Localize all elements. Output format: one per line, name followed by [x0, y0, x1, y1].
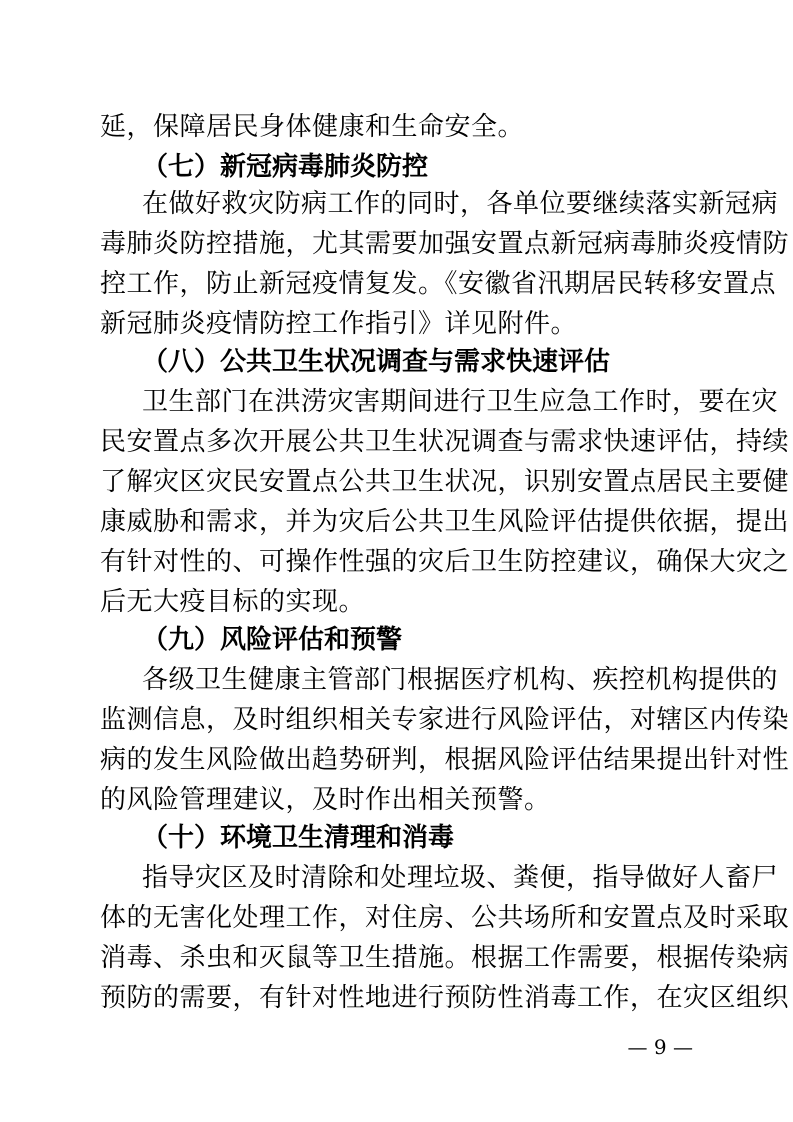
body-text-line: 体的无害化处理工作，对住房、公共场所和安置点及时采取	[100, 903, 790, 933]
body-text-line: 新冠肺炎疫情防控工作指引》详见附件。	[100, 309, 578, 339]
body-text-line: 毒肺炎防控措施，尤其需要加强安置点新冠病毒肺炎疫情防	[100, 229, 790, 259]
body-text-line: 卫生部门在洪涝灾害期间进行卫生应急工作时，要在灾	[142, 387, 779, 417]
section-heading-10: （十）环境卫生清理和消毒	[142, 823, 455, 853]
section-heading-8: （八）公共卫生状况调查与需求快速评估	[142, 347, 611, 377]
body-text-line: 控工作，防止新冠疫情复发。《安徽省汛期居民转移安置点	[100, 269, 777, 299]
body-text-line: 康威胁和需求，并为灾后公共卫生风险评估提供依据，提出	[100, 507, 790, 537]
body-text-line: 病的发生风险做出趋势研判，根据风险评估结果提出针对性	[100, 745, 790, 775]
body-text-line: 后无大疫目标的实现。	[100, 587, 366, 617]
body-text-line: 消毒、杀虫和灭鼠等卫生措施。根据工作需要，根据传染病	[100, 943, 790, 973]
body-text-line: 的风险管理建议，及时作出相关预警。	[100, 785, 551, 815]
body-text-line: 预防的需要，有针对性地进行预防性消毒工作，在灾区组织	[100, 983, 790, 1013]
body-text-line: 延，保障居民身体健康和生命安全。	[100, 112, 525, 142]
body-text-line: 了解灾区灾民安置点公共卫生状况，识别安置点居民主要健	[100, 467, 790, 497]
body-text-line: 各级卫生健康主管部门根据医疗机构、疾控机构提供的	[142, 665, 779, 695]
section-heading-9: （九）风险评估和预警	[142, 625, 403, 655]
page-number: — 9 —	[627, 1035, 693, 1059]
body-text-line: 在做好救灾防病工作的同时，各单位要继续落实新冠病	[142, 189, 779, 219]
body-text-line: 指导灾区及时清除和处理垃圾、粪便，指导做好人畜尸	[142, 863, 779, 893]
body-text-line: 民安置点多次开展公共卫生状况调查与需求快速评估，持续	[100, 427, 790, 457]
body-text-line: 监测信息，及时组织相关专家进行风险评估，对辖区内传染	[100, 705, 790, 735]
section-heading-7: （七）新冠病毒肺炎防控	[142, 152, 429, 182]
body-text-line: 有针对性的、可操作性强的灾后卫生防控建议，确保大灾之	[100, 547, 790, 577]
